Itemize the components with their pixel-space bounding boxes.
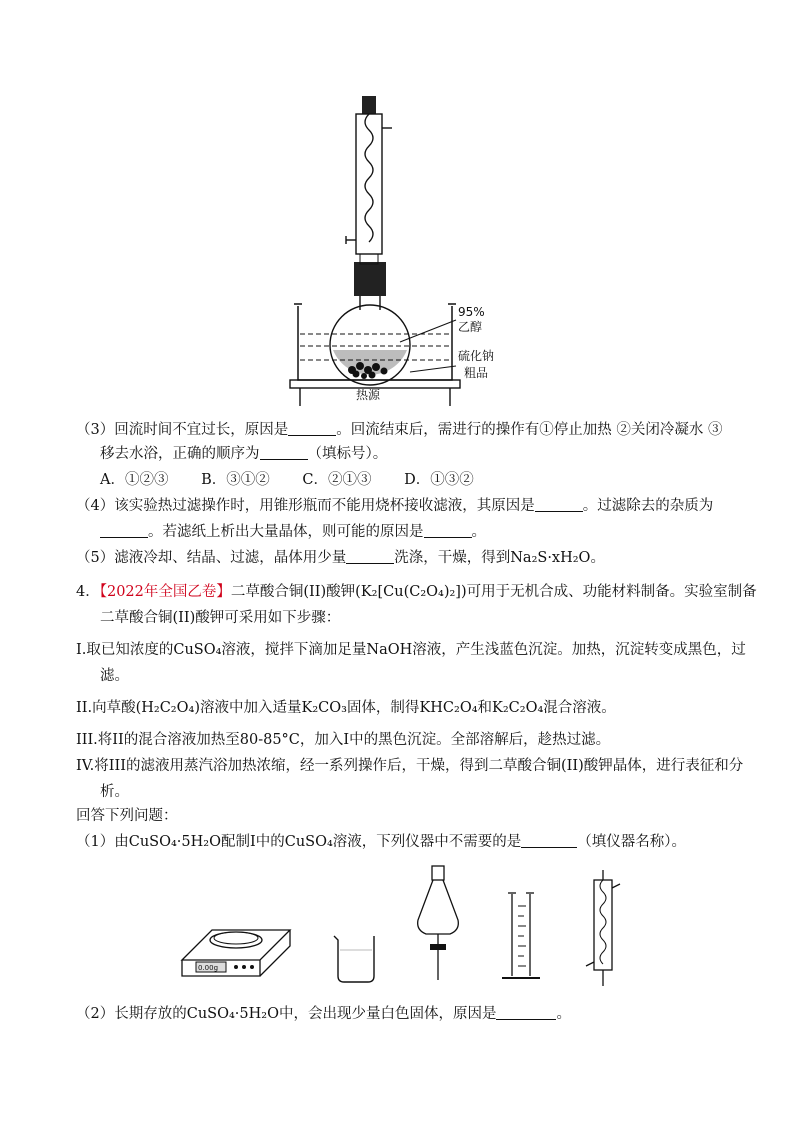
p4-intro-line1: 4．【2022年全国乙卷】二草酸合铜(II)酸钾(K₂[Cu(C₂O₄)₂])可用于无机合成、功能材料制备。实验室制备 <box>76 584 757 600</box>
option-a[interactable]: A．①②③ <box>100 472 169 488</box>
source-tag: 【2022年全国乙卷】 <box>99 584 231 600</box>
formula-cuso4-5h2o: CuSO₄·5H₂O <box>128 834 221 850</box>
step1-line1: I.取已知浓度的CuSO₄溶液，搅拌下滴加足量NaOH溶液，产生浅蓝色沉淀。加热，沉淀转变成黑色，过 <box>76 642 746 658</box>
step4-line1: IV.将III的滤液用蒸汽浴加热浓缩，经一系列操作后，干燥，得到二草酸合铜(II)酸钾晶体，进行表征和分 <box>76 758 744 774</box>
formula-na2s: Na₂S·xH₂O <box>510 550 591 566</box>
formula-k2c2o4: K₂C₂O₄ <box>492 700 544 716</box>
formula-khc2o4: KHC₂O₄ <box>419 700 478 716</box>
q5-line: （5）滤液冷却、结晶、过滤，晶体用少量 洗涤，干燥，得到Na₂S·xH₂O。 <box>76 550 605 566</box>
answer-prompt: 回答下列问题： <box>76 808 178 824</box>
formula-cuso4-5h2o-2: CuSO₄·5H₂O <box>186 1006 279 1022</box>
q4-line1: （4）该实验热过滤操作时，用锥形瓶而不能用烧杯接收滤液，其原因是 。过滤除去的杂质为 <box>76 498 714 514</box>
step4-line2: 析。 <box>100 784 129 800</box>
formula-h2c2o4: H₂C₂O₄ <box>141 700 195 716</box>
formula-cuso4-2: CuSO₄ <box>284 834 333 850</box>
electronic-balance-icon <box>182 930 290 976</box>
step2-line: II.向草酸(H₂C₂O₄)溶液中加入适量K₂CO₃固体，制得KHC₂O₄和K₂C₂O₄混合溶液。 <box>76 700 616 716</box>
label-heat-source: 热源 <box>356 388 381 402</box>
formula-k2cu: K₂[Cu(C₂O₄)₂] <box>360 584 461 600</box>
graduated-cylinder-icon <box>502 893 540 978</box>
balance-display: 0.00g <box>198 964 219 972</box>
formula-cuso4: CuSO₄ <box>173 642 222 658</box>
q4-line2: 。若滤纸上析出大量晶体，则可能的原因是 。 <box>100 522 486 542</box>
q3-line2: 移去水浴，正确的顺序为 （填标号）。 <box>100 446 388 462</box>
label-ethanol: 乙醇 <box>458 320 483 334</box>
separatory-funnel-icon <box>418 866 459 980</box>
option-b[interactable]: B．③①② <box>201 472 270 488</box>
formula-k2co3: K₂CO₃ <box>301 700 347 716</box>
label-ethanol-pct: 95% <box>458 305 485 319</box>
label-crude: 粗品 <box>464 366 489 380</box>
option-d[interactable]: D．①③② <box>404 472 474 488</box>
p4-intro-line2: 二草酸合铜(II)酸钾可采用如下步骤： <box>100 610 341 626</box>
option-c[interactable]: C．②①③ <box>302 472 372 488</box>
spiral-condenser-icon <box>586 870 620 986</box>
step3-line: III.将II的混合溶液加热至80-85°C，加入I中的黑色沉淀。全部溶解后，趁热过滤。 <box>76 732 611 748</box>
p4-q2-line: （2）长期存放的CuSO₄·5H₂O中，会出现少量白色固体，原因是 。 <box>76 1006 571 1022</box>
q3-line1: （3）回流时间不宜过长，原因是 。回流结束后，需进行的操作有①停止加热 ②关闭冷凝水 ③ <box>76 422 723 438</box>
step1-line2: 滤。 <box>100 668 129 684</box>
label-sodium-sulfide: 硫化钠 <box>458 349 495 363</box>
beaker-icon <box>334 936 374 982</box>
p4-q1-line: （1）由CuSO₄·5H₂O配制I中的CuSO₄溶液，下列仪器中不需要的是 （填仪器名称）。 <box>76 834 687 850</box>
p4-q2-blank[interactable] <box>496 1005 556 1020</box>
